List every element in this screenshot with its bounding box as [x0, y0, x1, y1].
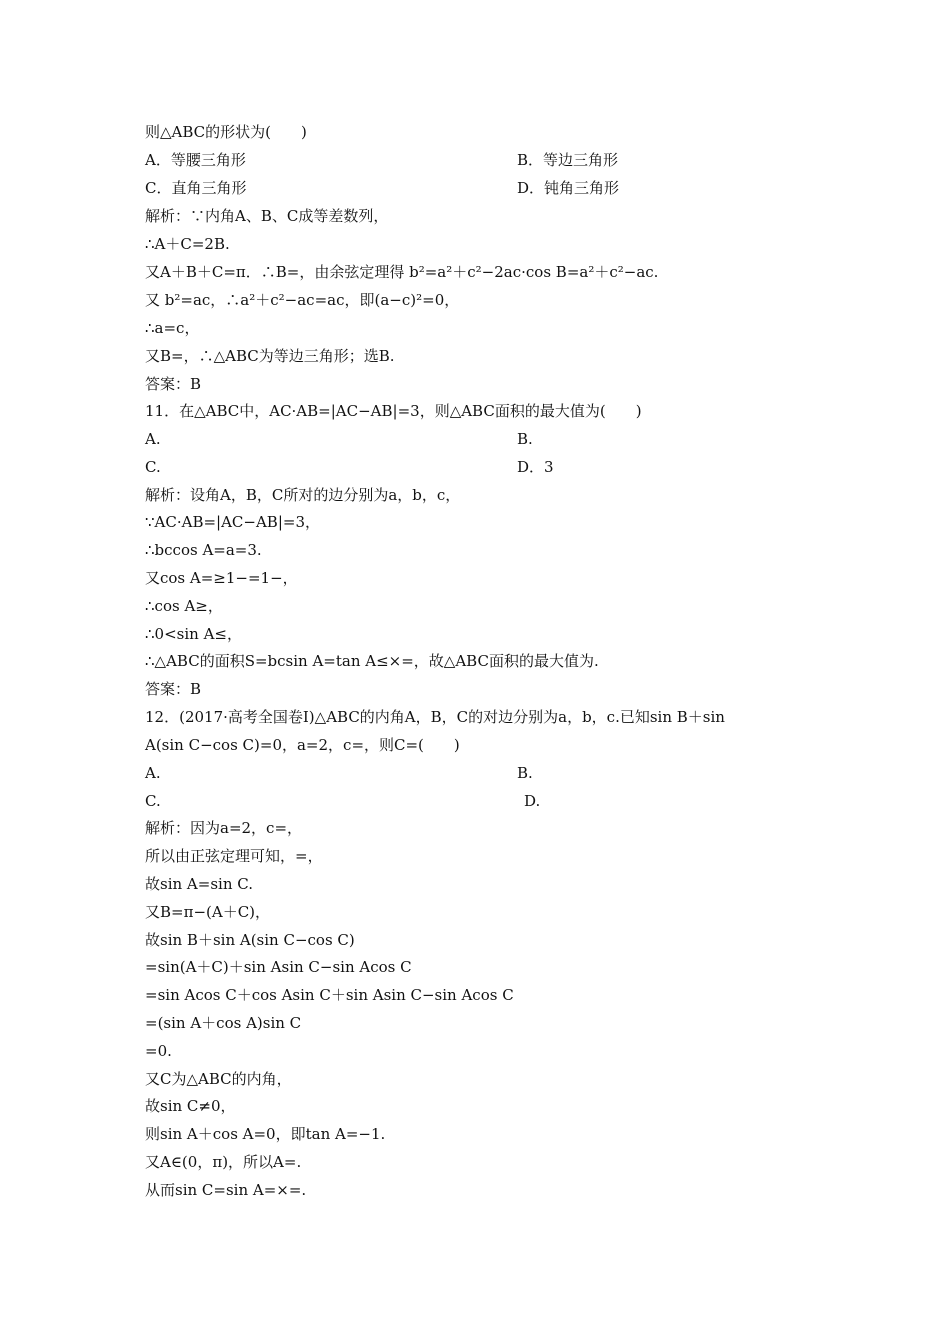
text-line: 从而sin C=sin A=×=.: [145, 1181, 307, 1199]
text-line: =sin Acos C＋cos Asin C＋sin Asin C−sin Acos C: [145, 986, 514, 1004]
option-a: A.: [145, 764, 161, 782]
text-line: 解析：因为a=2，c=，: [145, 819, 303, 837]
text-line: =sin(A＋C)＋sin Asin C−sin Acos C: [145, 958, 412, 976]
text-line: ∴a=c，: [145, 319, 200, 337]
text-line: 则sin A＋cos A=0，即tan A=−1.: [145, 1125, 386, 1143]
option-c: C.: [145, 458, 161, 476]
text-line: 解析：∵内角A、B、C成等差数列，: [145, 207, 389, 225]
option-a: A．等腰三角形: [145, 151, 246, 169]
text-line: 则△ABC的形状为( ): [145, 123, 307, 141]
text-line: 又cos A=≥1−=1−，: [145, 569, 298, 587]
option-b: B.: [517, 430, 533, 448]
text-line: 又A∈(0，π)，所以A=.: [145, 1153, 302, 1171]
text-line: =0.: [145, 1042, 172, 1060]
option-d: D.: [524, 792, 541, 810]
text-line: ∴A＋C=2B.: [145, 235, 230, 253]
option-c: C.: [145, 792, 161, 810]
option-b: B．等边三角形: [517, 151, 619, 169]
text-line: 解析：设角A，B，C所对的边分别为a，b，c，: [145, 486, 461, 504]
text-line: 又 b²=ac，∴a²＋c²−ac=ac，即(a−c)²=0，: [145, 291, 460, 309]
text-line: ∴bccos A=a=3.: [145, 541, 262, 559]
text-line: 故sin A=sin C.: [145, 875, 253, 893]
text-line: 又B=，∴△ABC为等边三角形；选B.: [145, 347, 395, 365]
answer-line: 答案：B: [145, 375, 202, 393]
option-c: C．直角三角形: [145, 179, 247, 197]
option-b: B.: [517, 764, 533, 782]
text-line: ∴△ABC的面积S=bcsin A=tan A≤×=，故△ABC面积的最大值为.: [145, 652, 599, 670]
text-line: 又C为△ABC的内角，: [145, 1070, 292, 1088]
text-line: ∴cos A≥，: [145, 597, 223, 615]
answer-line: 答案：B: [145, 680, 202, 698]
text-line: 所以由正弦定理可知，=，: [145, 847, 323, 865]
text-line: ∴0<sin A≤，: [145, 625, 242, 643]
question-11: 11．在△ABC中，AC·AB=|AC−AB|=3，则△ABC面积的最大值为( ): [145, 402, 642, 420]
option-d: D．钝角三角形: [517, 179, 620, 197]
question-12-cont: A(sin C−cos C)=0，a=2，c=，则C=( ): [145, 736, 460, 754]
text-line: 故sin C≠0，: [145, 1097, 236, 1115]
option-a: A.: [145, 430, 161, 448]
question-12: 12．(2017·高考全国卷Ⅰ)△ABC的内角A，B，C的对边分别为a，b，c.已知sin B＋sin: [145, 708, 725, 726]
option-d: D．3: [517, 458, 554, 476]
text-line: =(sin A＋cos A)sin C: [145, 1014, 302, 1032]
text-line: 又A＋B＋C=π．∴B=，由余弦定理得 b²=a²＋c²−2ac·cos B=a²＋c²−ac.: [145, 263, 659, 281]
text-line: ∵AC·AB=|AC−AB|=3，: [145, 513, 320, 531]
text-line: 故sin B＋sin A(sin C−cos C): [145, 931, 355, 949]
text-line: 又B=π−(A＋C)，: [145, 903, 271, 921]
